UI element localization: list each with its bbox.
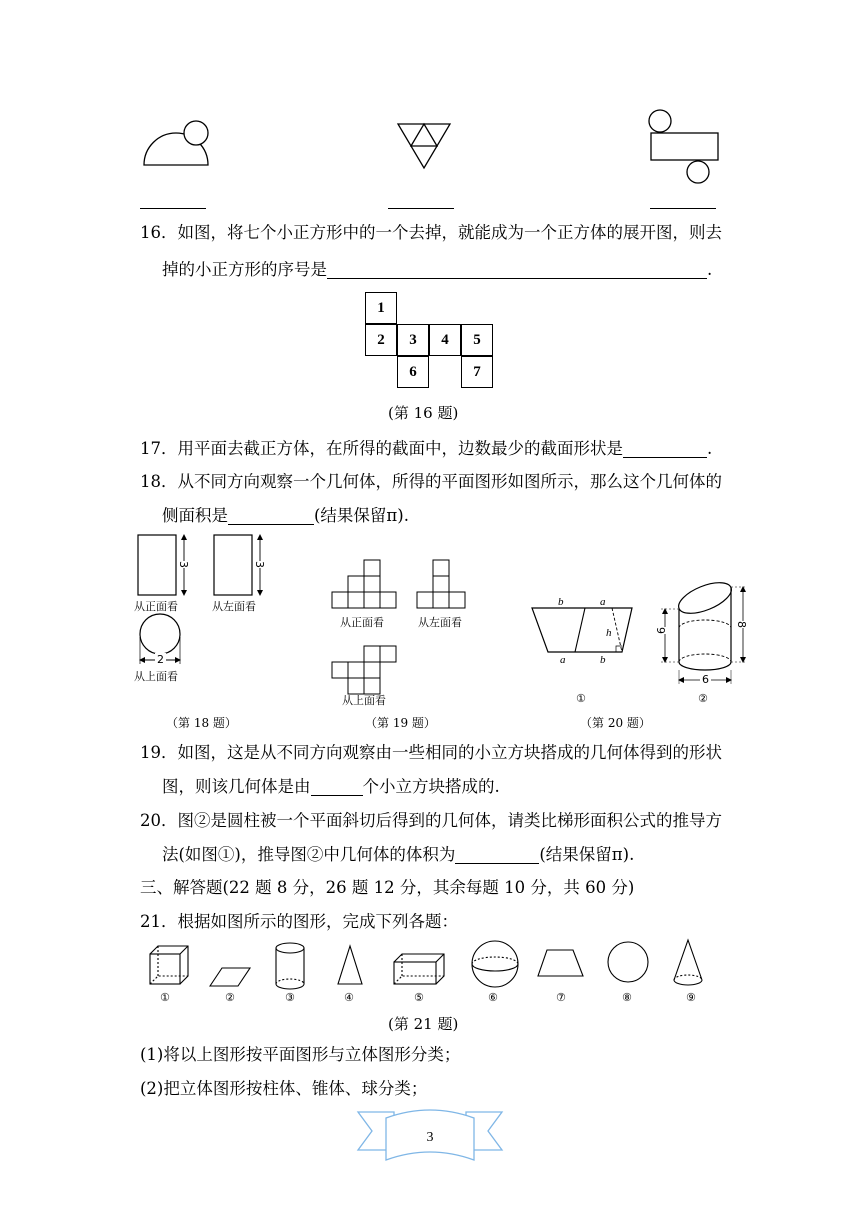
q16-caption: (第 16 题) <box>388 404 459 422</box>
net-cell-5: 5 <box>461 324 493 356</box>
q20-line1: 20．图②是圆柱被一个平面斜切后得到的几何体，请类比梯形面积公式的推导方 <box>140 811 722 830</box>
q21-caption: (第 21 题) <box>388 1015 459 1033</box>
q17-line <box>140 438 712 460</box>
q18-line1: 18．从不同方向观察一个几何体，所得的平面图形如图所示，那么这个几何体的 <box>140 472 722 491</box>
q19-label-left: 从左面看 <box>418 616 462 629</box>
q18-answer-blank[interactable] <box>228 524 314 525</box>
q20-dim-8: 8 <box>735 621 748 628</box>
q16-line2 <box>162 259 712 281</box>
q17-suffix: . <box>707 439 713 458</box>
q19-caption: （第 19 题） <box>365 716 436 730</box>
q21-label-6: ⑥ <box>488 991 498 1004</box>
q18-label-top: 从上面看 <box>134 670 178 683</box>
q18-dim-2: 2 <box>157 653 164 666</box>
q18-caption: （第 18 题） <box>166 716 237 730</box>
q20-label-a-top: a <box>600 596 606 608</box>
q20-figure-2 <box>655 576 755 686</box>
net-cell-3: 3 <box>397 324 429 356</box>
q19-label-front: 从正面看 <box>340 616 384 629</box>
q17-answer-blank[interactable] <box>623 457 707 458</box>
q20-fig1-label: ① <box>576 692 586 705</box>
page-number: 3 <box>426 1130 434 1145</box>
q21-text: 21．根据如图所示的图形，完成下列各题： <box>140 912 458 931</box>
q21-shapes <box>140 934 730 994</box>
q20-dim-6-width: 6 <box>702 673 709 686</box>
q20-line2 <box>162 844 634 866</box>
q21-label-5: ⑤ <box>414 991 424 1004</box>
q21-label-8: ⑧ <box>622 991 632 1004</box>
q19-figure <box>330 560 470 700</box>
q21-sub1: (1)将以上图形按平面图形与立体图形分类； <box>140 1045 461 1064</box>
q16-line2-prefix: 掉的小正方形的序号是 <box>162 260 327 279</box>
net-cell-1: 1 <box>365 292 397 324</box>
q15-figure-1 <box>140 115 220 175</box>
q19-line2-suffix: 个小立方块搭成的. <box>362 777 500 796</box>
q18-line2-suffix: (结果保留π). <box>314 506 409 525</box>
q19-line2 <box>162 776 500 798</box>
q20-line2-prefix: 法(如图①)，推导图②中几何体的体积为 <box>162 845 456 864</box>
section-3-heading: 三、解答题(22 题 8 分，26 题 12 分，其余每题 10 分，共 60 分) <box>140 878 635 897</box>
q20-label-a-bottom: a <box>560 654 566 666</box>
q20-fig2-label: ② <box>698 692 708 705</box>
q20-label-b-top: b <box>558 596 564 608</box>
q18-dim-3b: 3 <box>253 561 266 568</box>
net-cell-2: 2 <box>365 324 397 356</box>
q15-blank-3[interactable] <box>650 208 716 209</box>
net-cell-4: 4 <box>429 324 461 356</box>
q21-label-1: ① <box>160 991 170 1004</box>
q18-label-left: 从左面看 <box>212 600 256 613</box>
q16-line2-suffix: . <box>707 260 713 279</box>
q21-label-9: ⑨ <box>686 991 696 1004</box>
q21-label-4: ④ <box>344 991 354 1004</box>
q21-label-7: ⑦ <box>556 991 566 1004</box>
q15-blank-1[interactable] <box>140 208 206 209</box>
q19-line1: 19．如图，这是从不同方向观察由一些相同的小立方块搭成的几何体得到的形状 <box>140 743 722 762</box>
q18-dim-3a: 3 <box>177 561 190 568</box>
q20-dim-6-height: 6 <box>655 627 668 634</box>
q19-line2-prefix: 图，则该几何体是由 <box>162 777 311 796</box>
q17-text: 17．用平面去截正方体，在所得的截面中，边数最少的截面形状是 <box>140 439 623 458</box>
q15-figure-3 <box>648 106 720 188</box>
q18-label-front: 从正面看 <box>134 600 178 613</box>
q18-line2 <box>162 505 409 527</box>
q20-caption: （第 20 题） <box>580 716 651 730</box>
q21-label-2: ② <box>225 991 235 1004</box>
q20-answer-blank[interactable] <box>455 863 539 864</box>
q16-line1: 16．如图，将七个小正方形中的一个去掉，就能成为一个正方体的展开图，则去 <box>140 223 722 242</box>
q20-label-b-bottom: b <box>600 654 606 666</box>
q18-line2-prefix: 侧面积是 <box>162 506 228 525</box>
q20-label-h: h <box>606 627 612 639</box>
q19-answer-blank[interactable] <box>311 795 363 796</box>
q20-line2-suffix: (结果保留π). <box>539 845 635 864</box>
q19-label-top: 从上面看 <box>342 694 386 707</box>
q16-answer-blank[interactable] <box>327 278 707 279</box>
q21-label-3: ③ <box>285 991 295 1004</box>
net-cell-6: 6 <box>397 356 429 388</box>
net-cell-7: 7 <box>461 356 493 388</box>
q20-figure-1 <box>530 606 640 656</box>
q21-sub2: (2)把立体图形按柱体、锥体、球分类； <box>140 1079 428 1098</box>
q15-blank-2[interactable] <box>388 208 454 209</box>
q15-figure-2 <box>396 122 452 172</box>
